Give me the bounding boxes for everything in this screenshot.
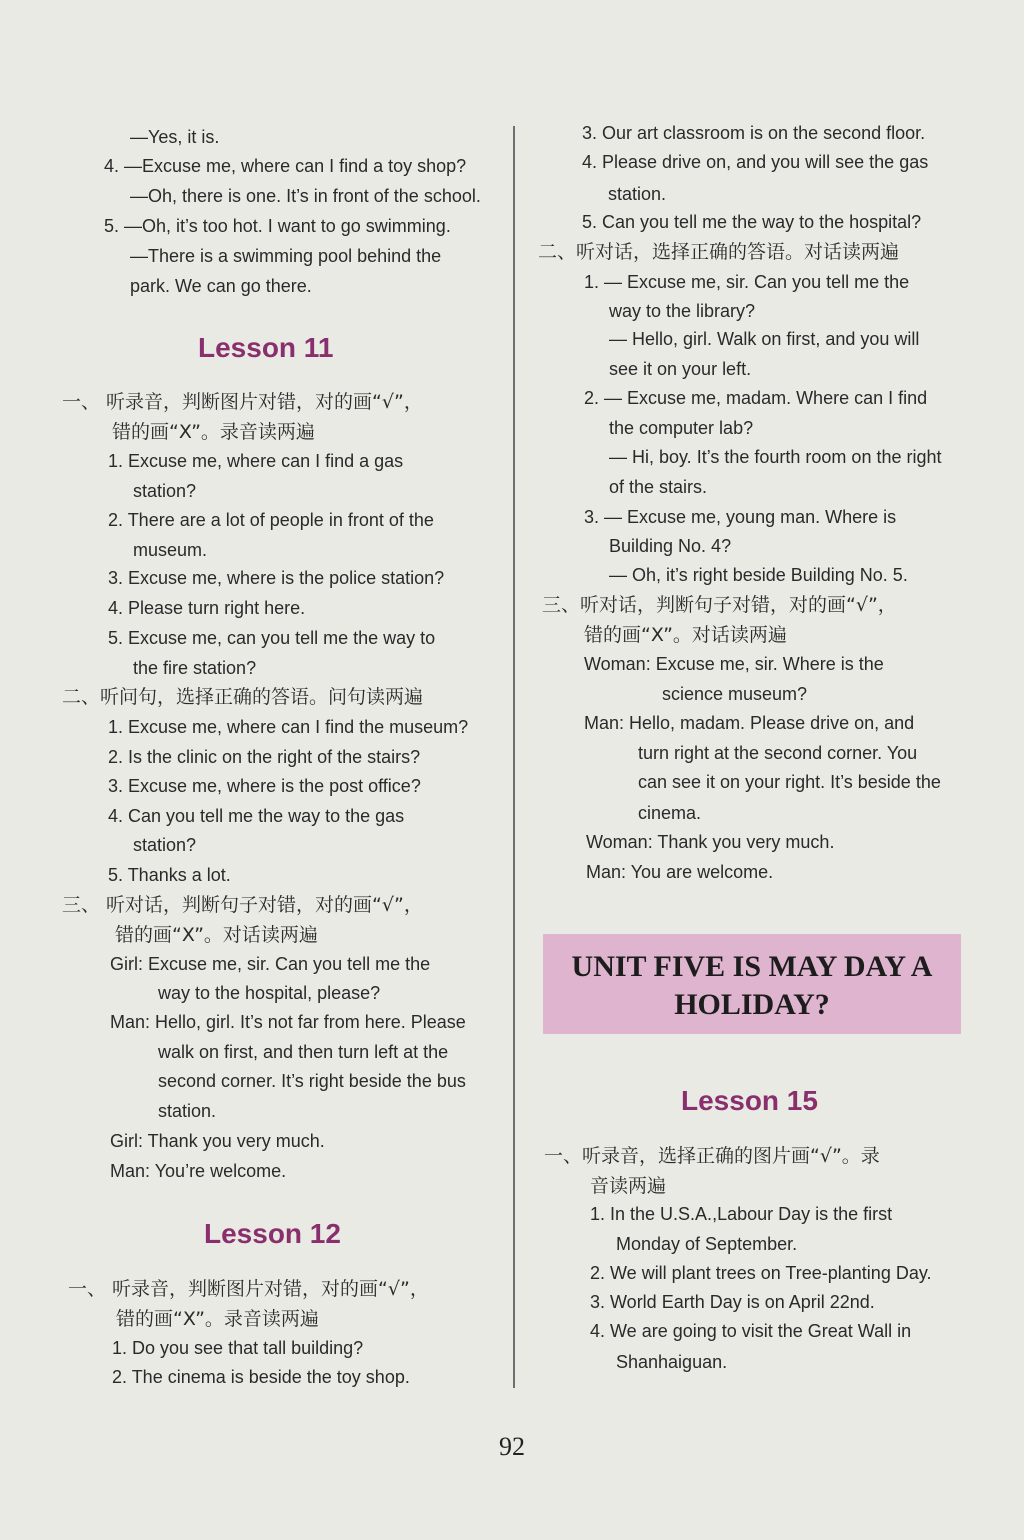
text-line: 4. —Excuse me, where can I find a toy shop? [104, 156, 467, 176]
text-line: — Oh, it’s right beside Building No. 5. [609, 565, 908, 585]
dialogue-line: Girl: Excuse me, sir. Can you tell me the [110, 954, 431, 974]
instruction-line: 错的画“X”。录音读两遍 [112, 421, 315, 443]
text-line: 3. Excuse me, where is the post office? [108, 776, 421, 796]
dialogue-line: can see it on your right. It’s beside the [638, 772, 941, 792]
instruction-line: 一、 听录音，判断图片对错，对的画“√”， [62, 391, 423, 413]
text-line: 2. There are a lot of people in front of the [108, 510, 434, 530]
text-line: —Yes, it is. [130, 127, 220, 147]
text-line: 5. —Oh, it’s too hot. I want to go swimming. [104, 216, 451, 236]
text-line: 1. — Excuse me, sir. Can you tell me the [584, 272, 910, 292]
text-line: 1. Do you see that tall building? [112, 1338, 364, 1358]
text-line: 5. Can you tell me the way to the hospital? [582, 212, 922, 232]
text-line: 1. In the U.S.A.,Labour Day is the first [590, 1204, 893, 1224]
text-line: park. We can go there. [130, 276, 312, 296]
text-line: 3. Our art classroom is on the second floor. [582, 123, 926, 143]
text-line: 3. — Excuse me, young man. Where is [584, 507, 897, 527]
column-divider [513, 126, 515, 1388]
text-line: 2. Is the clinic on the right of the stairs? [108, 747, 421, 767]
text-line: station? [133, 835, 197, 855]
text-line: 5. Thanks a lot. [108, 865, 231, 885]
text-line: way to the library? [609, 301, 756, 321]
instruction-line: 错的画“X”。对话读两遍 [115, 924, 318, 946]
instruction-line: 音读两遍 [590, 1175, 667, 1197]
text-line: Building No. 4? [609, 536, 732, 556]
instruction-line: 一、听录音，选择正确的图片画“√”。录 [544, 1145, 880, 1167]
dialogue-line: Man: You are welcome. [586, 862, 774, 882]
unit-title [543, 948, 961, 1024]
instruction-line: 三、听对话，判断句子对错，对的画“√”， [542, 594, 897, 616]
dialogue-line: Woman: Excuse me, sir. Where is the [584, 654, 884, 674]
page-number: 92 [499, 1432, 525, 1461]
text-line: 4. Please drive on, and you will see the gas [582, 152, 929, 172]
dialogue-line: Girl: Thank you very much. [110, 1131, 325, 1151]
unit-title-banner [543, 934, 961, 1034]
unit-title-line: UNIT FIVE IS MAY DAY A [571, 950, 933, 983]
text-line: see it on your left. [609, 359, 752, 379]
text-line: —There is a swimming pool behind the [130, 246, 442, 266]
text-line: 5. Excuse me, can you tell me the way to [108, 628, 436, 648]
text-line: 3. Excuse me, where is the police station? [108, 568, 445, 588]
text-line: museum. [133, 540, 208, 560]
text-line: Shanhaiguan. [616, 1352, 728, 1372]
text-line: 2. We will plant trees on Tree-planting Day. [590, 1263, 932, 1283]
dialogue-line: walk on first, and then turn left at the [158, 1042, 449, 1062]
text-line: station. [608, 184, 667, 204]
dialogue-line: station. [158, 1101, 217, 1121]
lesson-15-title: Lesson 15 [681, 1085, 818, 1116]
text-line: 4. Please turn right here. [108, 598, 306, 618]
text-line: station? [133, 481, 197, 501]
instruction-line: 三、 听对话，判断句子对错，对的画“√”， [62, 894, 423, 916]
dialogue-line: way to the hospital, please? [158, 983, 381, 1003]
unit-title-line: HOLIDAY? [674, 988, 830, 1021]
instruction-line: 二、听问句，选择正确的答语。问句读两遍 [62, 686, 424, 708]
text-line: 2. — Excuse me, madam. Where can I find [584, 388, 928, 408]
text-line: 3. World Earth Day is on April 22nd. [590, 1292, 875, 1312]
instruction-line: 二、听对话，选择正确的答语。对话读两遍 [538, 241, 900, 263]
text-line: 4. Can you tell me the way to the gas [108, 806, 405, 826]
text-line: of the stairs. [609, 477, 708, 497]
dialogue-line: Man: You’re welcome. [110, 1161, 287, 1181]
text-line: the computer lab? [609, 418, 754, 438]
dialogue-line: turn right at the second corner. You [638, 743, 918, 763]
text-line: the fire station? [133, 658, 257, 678]
dialogue-line: Man: Hello, madam. Please drive on, and [584, 713, 915, 733]
text-line: 4. We are going to visit the Great Wall in [590, 1321, 912, 1341]
text-line: 2. The cinema is beside the toy shop. [112, 1367, 410, 1387]
text-line: — Hello, girl. Walk on first, and you will [609, 329, 920, 349]
dialogue-line: science museum? [662, 684, 808, 704]
instruction-line: 一、 听录音，判断图片对错，对的画“√”， [68, 1278, 429, 1300]
text-line: 1. Excuse me, where can I find a gas [108, 451, 404, 471]
lesson-11-title: Lesson 11 [198, 332, 334, 363]
text-line: 1. Excuse me, where can I find the museum? [108, 717, 469, 737]
instruction-line: 错的画“X”。录音读两遍 [116, 1308, 319, 1330]
text-line: Monday of September. [616, 1234, 798, 1254]
text-line: —Oh, there is one. It’s in front of the school. [130, 186, 481, 206]
dialogue-line: second corner. It’s right beside the bus [158, 1071, 466, 1091]
dialogue-line: cinema. [638, 803, 702, 823]
dialogue-line: Woman: Thank you very much. [586, 832, 835, 852]
lesson-12-title: Lesson 12 [204, 1218, 341, 1249]
dialogue-line: Man: Hello, girl. It’s not far from here. Please [110, 1012, 466, 1032]
instruction-line: 错的画“X”。对话读两遍 [584, 624, 787, 646]
text-line: — Hi, boy. It’s the fourth room on the right [609, 447, 942, 467]
